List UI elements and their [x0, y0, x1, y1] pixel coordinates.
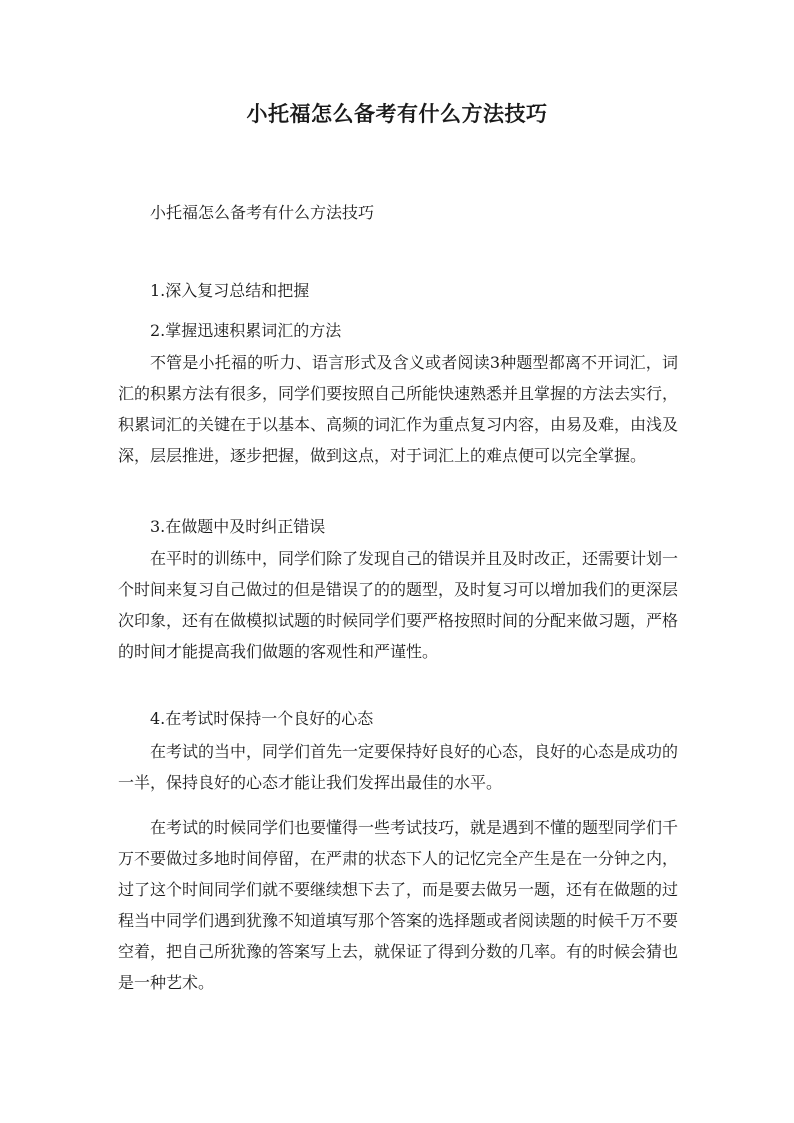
section-heading-1: 1.深入复习总结和把握 [150, 281, 310, 300]
section-4-paragraph-1: 在考试的当中，同学们首先一定要保持好良好的心态，良好的心态是成功的一半，保持良好的心态才能让我们发挥出最佳的水平。 [118, 742, 679, 792]
section-heading-3: 3.在做题中及时纠正错误 [150, 517, 326, 536]
section-4-paragraph-2: 在考试的时候同学们也要懂得一些考试技巧，就是遇到不懂的题型同学们千万不要做过多地时间停留，在严肃的状态下人的记忆完全产生是在一分钟之内，过了这个时间同学们就不要继续想下去了，而是要去做另一题，还有在做题的过程当中同学们遇到犹豫不知道填写那个答案的选择题或者阅读题的时候千万不要空着，把自己所犹豫的答案写上去，就保证了得到分数的几率。有的时候会猜也是一种艺术。 [118, 818, 679, 992]
section-heading-4: 4.在考试时保持一个良好的心态 [150, 709, 374, 728]
section-heading-2: 2.掌握迅速积累词汇的方法 [150, 321, 342, 340]
section-2-paragraph: 不管是小托福的听力、语言形式及含义或者阅读3种题型都离不开词汇，词汇的积累方法有很多，同学们要按照自己所能快速熟悉并且掌握的方法去实行，积累词汇的关键在于以基本、高频的词汇作为重点复习内容，由易及难，由浅及深，层层推进，逐步把握，做到这点，对于词汇上的难点便可以完全掌握。 [118, 353, 679, 465]
document-title: 小托福怎么备考有什么方法技巧 [246, 101, 548, 126]
section-3-paragraph: 在平时的训练中，同学们除了发现自己的错误并且及时改正，还需要计划一个时间来复习自己做过的但是错误了的的题型，及时复习可以增加我们的更深层次印象，还有在做模拟试题的时候同学们要严格按照时间的分配来做习题，严格的时间才能提高我们做题的客观性和严谨性。 [118, 549, 679, 661]
document-subtitle: 小托福怎么备考有什么方法技巧 [150, 203, 375, 222]
